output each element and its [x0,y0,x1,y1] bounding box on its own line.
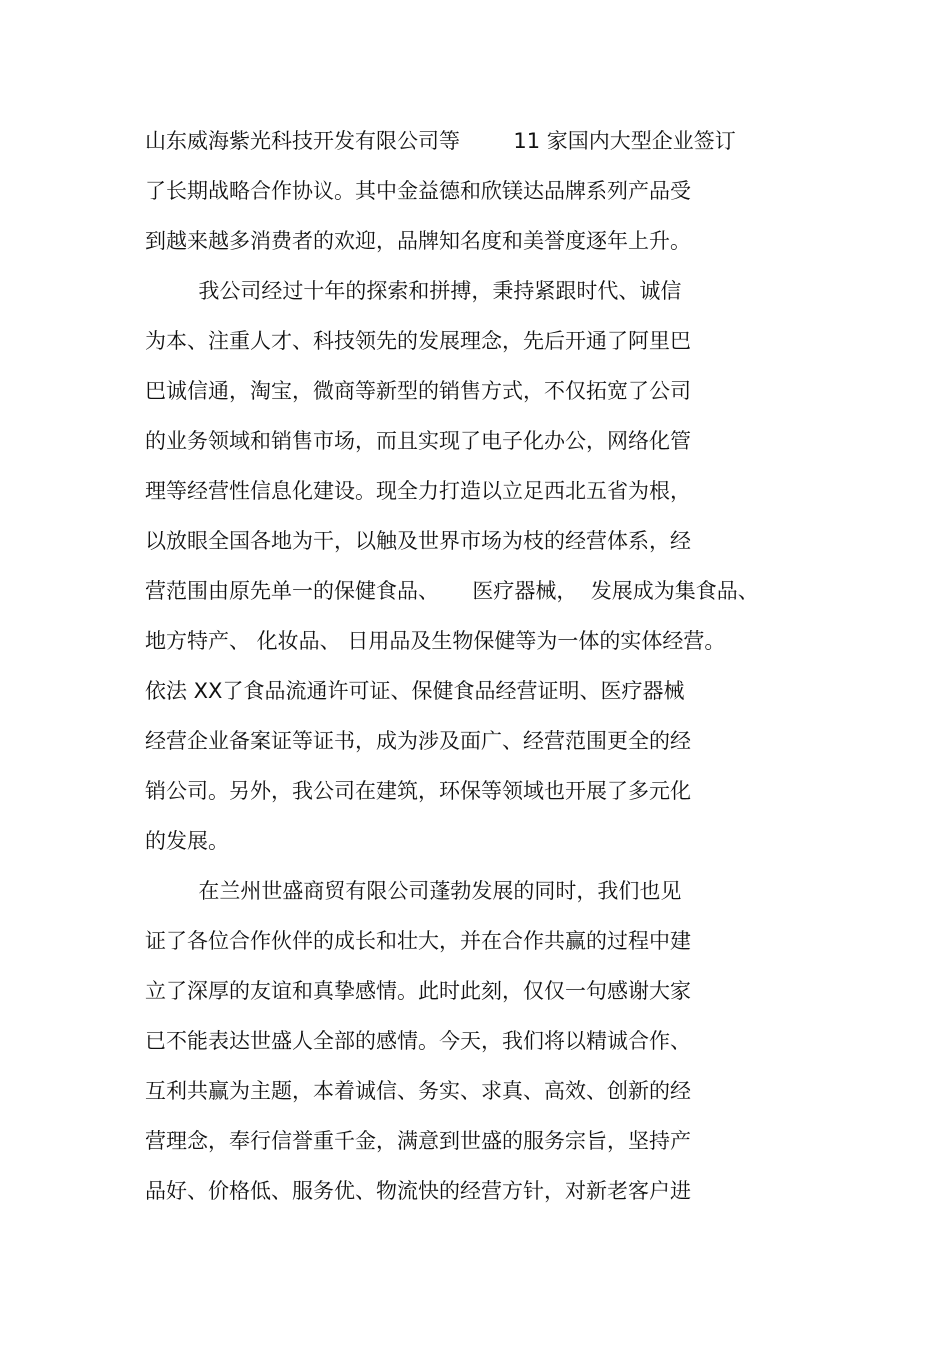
text-line: 已不能表达世盛人全部的感情。今天，我们将以精诚合作、 [145,1029,691,1053]
text-line: 依法 XX了食品流通许可证、保健食品经营证明、医疗器械 [145,679,685,703]
text-line: 以放眼全国各地为干，以触及世界市场为枝的经营体系，经 [145,529,691,553]
text-line: 我公司经过十年的探索和拼搏，秉持紧跟时代、诚信 [145,279,682,303]
text-line: 品好、价格低、服务优、物流快的经营方针，对新老客户进 [145,1179,691,1203]
text-line: 互利共赢为主题，本着诚信、务实、求真、高效、创新的经 [145,1079,691,1103]
text-line: 为本、注重人才、科技领先的发展理念，先后开通了阿里巴 [145,329,691,353]
text-line: 了长期战略合作协议。其中金益德和欣镁达品牌系列产品受 [145,179,691,203]
text-line: 巴诚信通，淘宝，微商等新型的销售方式，不仅拓宽了公司 [145,379,691,403]
text-line: 营理念，奉行信誉重千金，满意到世盛的服务宗旨，坚持产 [145,1129,691,1153]
text-line: 的发展。 [145,829,229,853]
text-line: 经营企业备案证等证书，成为涉及面广、经营范围更全的经 [145,729,691,753]
text-line: 营范围由原先单一的保健食品、 医疗器械， 发展成为集食品、 [145,579,759,603]
text-line: 到越来越多消费者的欢迎，品牌知名度和美誉度逐年上升。 [145,229,691,253]
text-line: 证了各位合作伙伴的成长和壮大，并在合作共赢的过程中建 [145,929,691,953]
text-line: 在兰州世盛商贸有限公司蓬勃发展的同时，我们也见 [145,879,682,903]
text-line: 销公司。另外，我公司在建筑，环保等领域也开展了多元化 [145,779,691,803]
text-line: 地方特产、 化妆品、 日用品及生物保健等为一体的实体经营。 [145,629,726,653]
text-line: 理等经营性信息化建设。现全力打造以立足西北五省为根， [145,479,691,503]
text-line: 山东威海紫光科技开发有限公司等 11 家国内大型企业签订 [145,129,736,153]
text-line: 立了深厚的友谊和真挚感情。此时此刻，仅仅一句感谢大家 [145,979,691,1003]
text-line: 的业务领域和销售市场，而且实现了电子化办公，网络化管 [145,429,691,453]
